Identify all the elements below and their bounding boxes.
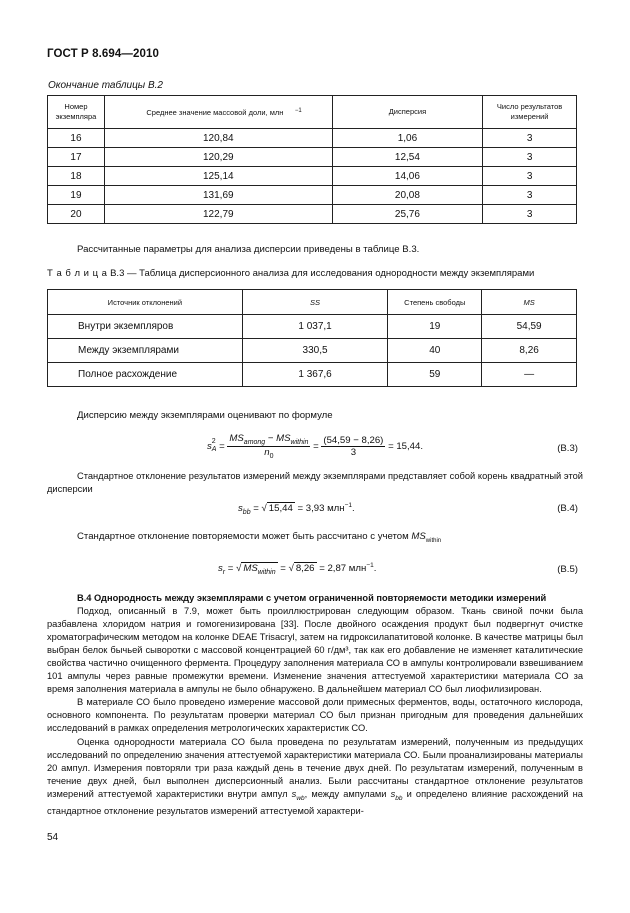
equation-b4: $s_{bb}$ = √ 15,44 = 3,93 млн$^{-1}$. [238, 502, 355, 517]
table-cell: 122,79 [104, 205, 332, 224]
equation-number-b4: (В.4) [557, 503, 578, 514]
paragraph-sd: Стандартное отклонение результатов измерений между экземплярами представляет собой корень квадратный этой дисперсии [47, 471, 583, 495]
table-header-cell: Среднее значение массовой доли, млн $^{-1}$ [104, 96, 332, 129]
table-cell: 131,69 [104, 186, 332, 205]
table-header-cell: SS [242, 290, 388, 315]
table-cell: 17 [48, 148, 105, 167]
table-row [48, 129, 577, 148]
table-cell: 14,06 [332, 167, 483, 186]
table-b2 [47, 95, 577, 224]
table-row [48, 363, 577, 387]
table-cell: Между экземплярами [48, 339, 243, 363]
section-b4-paragraph-3: Оценка однородности материала СО была проведена по результатам измерений, полученным из предыдущих исследований по определению значения аттестуемой характеристики материала СО. Были проанализированы материалы 20 ампул. Измерения повторяли три раза каждый день в течение двух дней. По результатам измерений, полученным в течение двух дней, был выполнен дисперсионный анализ. Были рассчитаны стандартное отклонение результатов измерений аттестуемой характеристики внутри ампул $s_{wb}$, между ампулами $s_{bb}$ и определено влияние расхождений на стандартное отклонение результатов измерений аттестуемой характери- [47, 736, 583, 816]
equation-number-b3: (В.3) [557, 443, 578, 454]
table-cell: — [482, 363, 577, 387]
table-header-cell: Номер экземпляра [48, 96, 105, 129]
table-row [48, 315, 577, 339]
table-cell: 120,29 [104, 148, 332, 167]
table-cell: 1 037,1 [242, 315, 388, 339]
table-cell: 3 [483, 186, 577, 205]
table-row [48, 339, 577, 363]
equation-number-b5: (В.5) [557, 564, 578, 575]
table-cell: 3 [483, 148, 577, 167]
table-row [48, 148, 577, 167]
section-b4-title: В.4 Однородность между экземплярами с учетом ограниченной повторяемости методики измерений [77, 593, 547, 603]
table-cell: 1 367,6 [242, 363, 388, 387]
section-b4-paragraph-1: Подход, описанный в 7.9, может быть проиллюстрирован следующим образом. Ткань свиной почки была разбавлена хлоридом натрия и гомогенизирована [33]. После двойного осаждения продукт был подвергнут очистке хроматографическим методом на колонке DEAE Trisacryl, затем на гидроксилапатитовой колонке. В качестве матрицы был выбран белок бычьей сыворотки с массовой концентрацией 60 г/дм³, так как его добавление не изменяет каталитические свойства частично очищенного фермента. Процедуру заполнения материала СО в ампулы контролировали взвешиванием 101 ампулы через равные промежутки времени. Изменение значения аттестуемой характеристики материала СО за время заполнения материала в ампулы не было обнаружено. В дальнейшем материал СО был лиофилизирован. [47, 606, 583, 695]
table-cell: 125,14 [104, 167, 332, 186]
table-cell: 20,08 [332, 186, 483, 205]
paragraph-formula-intro: Дисперсию между экземплярами оценивают по формуле [77, 410, 333, 421]
table-cell: 19 [48, 186, 105, 205]
page-number: 54 [47, 832, 59, 843]
table-cell: 20 [48, 205, 105, 224]
table-header-cell: Степень свободы [388, 290, 482, 315]
section-b4 [47, 592, 583, 818]
document-header: ГОСТ Р 8.694—2010 [47, 48, 159, 60]
table-cell: 19 [388, 315, 482, 339]
table-cell: Полное расхождение [48, 363, 243, 387]
paragraph-repeatability: Стандартное отклонение повторяемости может быть рассчитано с учетом $MS_{within}$ [77, 531, 442, 544]
table-cell: 3 [483, 167, 577, 186]
table-row [48, 186, 577, 205]
table-b2-caption: Окончание таблицы В.2 [48, 80, 163, 91]
table-header-cell: Источник отклонений [48, 290, 243, 315]
table-cell: 40 [388, 339, 482, 363]
table-cell: 25,76 [332, 205, 483, 224]
equation-b5: $s_r$ = √ $MS_{within}$ = √ 8,26 = 2,87 млн$^{-1}$. [218, 562, 377, 577]
table-row [48, 167, 577, 186]
table-header-cell: Число результатов измерений [483, 96, 577, 129]
table-cell: 54,59 [482, 315, 577, 339]
table-cell: 3 [483, 129, 577, 148]
table-cell: 8,26 [482, 339, 577, 363]
table-b3-title: Т а б л и ц а В.3 — Таблица дисперсионного анализа для исследования однородности между экземплярами [47, 268, 535, 279]
table-cell: 59 [388, 363, 482, 387]
table-b3 [47, 289, 577, 387]
table-cell: 1,06 [332, 129, 483, 148]
table-cell: 16 [48, 129, 105, 148]
equation-b3: s 2 A = $\frac{MS_{among} - MS_{within}}{n_0}$ = $\frac{(54,59 - 8,26)}{3}$ = 15,44. [207, 433, 424, 460]
table-header-cell: Дисперсия [332, 96, 483, 129]
table-row [48, 205, 577, 224]
table-cell: 12,54 [332, 148, 483, 167]
table-cell: 330,5 [242, 339, 388, 363]
table-cell: 18 [48, 167, 105, 186]
table-header-row [48, 290, 577, 315]
table-header-cell: MS [482, 290, 577, 315]
table-cell: 120,84 [104, 129, 332, 148]
section-b4-paragraph-2: В материале СО было проведено измерение массовой доли примесных ферментов, воды, остаточного кислорода, основного компонента. По результатам проверки материал СО был признан пригодным для проведения дальнейших исследований в рамках определения метрологических характеристик СО. [47, 697, 583, 734]
paragraph-b3-intro: Рассчитанные параметры для анализа дисперсии приведены в таблице В.3. [77, 244, 420, 255]
table-header-row [48, 96, 577, 129]
table-cell: Внутри экземпляров [48, 315, 243, 339]
table-cell: 3 [483, 205, 577, 224]
